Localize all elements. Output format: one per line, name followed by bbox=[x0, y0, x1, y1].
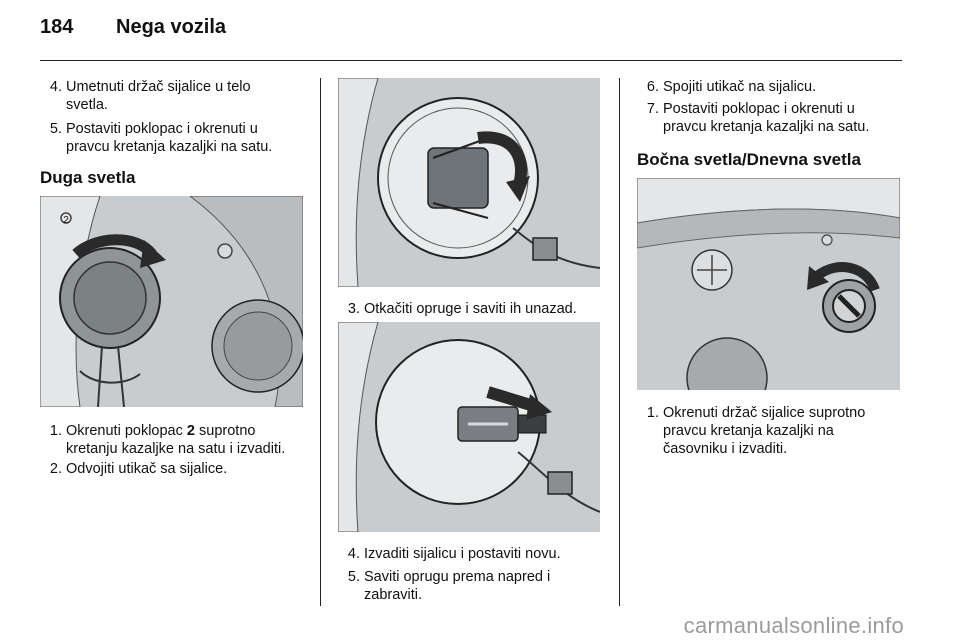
figure-spring-clips bbox=[338, 78, 600, 287]
section-heading-side-lights: Bočna svetla/Dnevna svetla bbox=[637, 150, 861, 169]
page-header bbox=[40, 16, 226, 50]
figure-side-lights bbox=[637, 178, 900, 390]
watermark: carmanualsonline.info bbox=[683, 613, 904, 638]
section-heading-high-beam: Duga svetla bbox=[40, 168, 136, 187]
column-divider-2 bbox=[619, 78, 620, 606]
figure-high-beam bbox=[40, 196, 303, 407]
figure-label: 2 bbox=[63, 215, 69, 226]
figure-bulb-replacement bbox=[338, 322, 600, 532]
header-rule bbox=[40, 60, 902, 61]
page-title: Nega vozila bbox=[116, 16, 227, 38]
page-number: 184 bbox=[40, 16, 74, 38]
column-divider-1 bbox=[320, 78, 321, 606]
